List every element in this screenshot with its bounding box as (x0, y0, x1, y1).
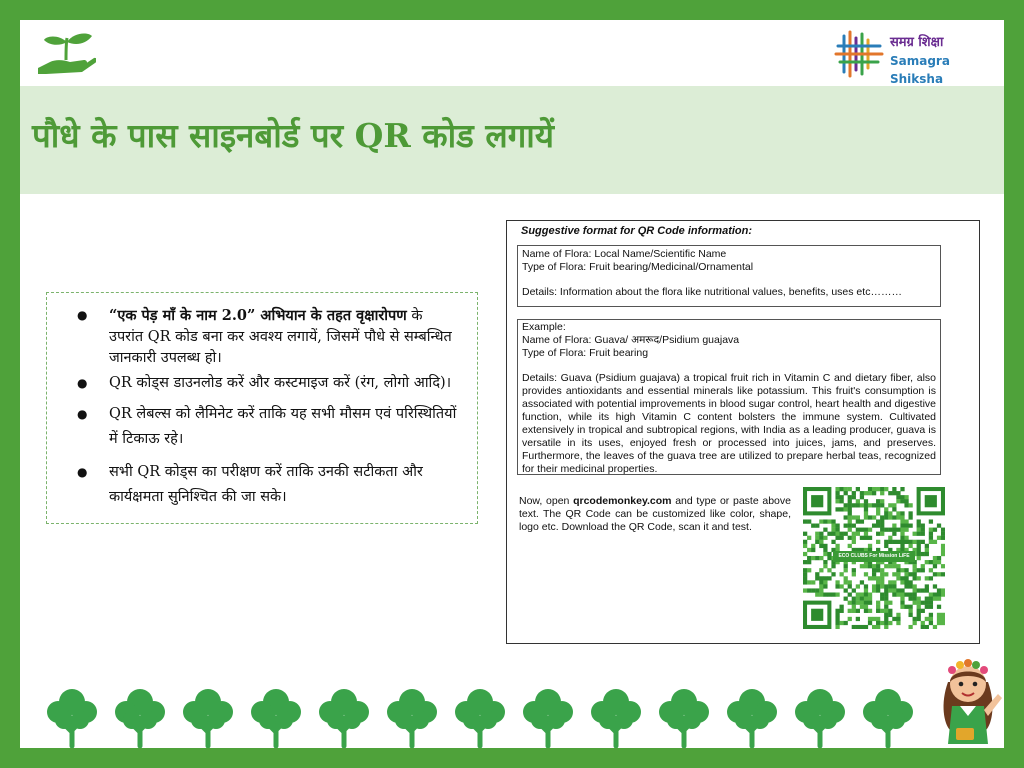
qr-site-link[interactable]: qrcodemonkey.com (573, 495, 672, 507)
qr-instructions-pre: Now, open (519, 495, 574, 507)
qr-instructions (519, 495, 791, 534)
page-title: पौधे के पास साइनबोर्ड पर QR कोड लगायें (32, 116, 554, 155)
example-details: Details: Guava (Psidium guajava) a tropical fruit rich in Vitamin C and dietary fiber, also provides antioxidants and essential minerals like potassium. This fruit's consumption is associated with potential improvements in blood sugar control, heart health and digestive function, while its high Vitamin C content bolsters the immune system. Cultivated extensively in tropical and subtropical regions, with India as a leading producer, guava is versatile in its uses, enjoyed fresh or processed into juices, jams, and preserves. Furthermore, the leaves of the guava tree are utilized to prepare herbal teas, recognized for their medicinal properties. (522, 372, 936, 475)
example-label: Example: (522, 321, 566, 333)
tree-icon (455, 689, 505, 746)
example-box (517, 319, 941, 475)
qr-center-badge: ECO CLUBS For Mission LiFE (833, 551, 915, 562)
brand-hindi: समग्र शिक्षा (890, 35, 944, 50)
tree-icon (727, 689, 777, 746)
tree-icon (795, 689, 845, 746)
list-item-bold: “एक पेड़ माँ के नाम 2.0” अभियान के तहत वृक्षारोपण (109, 307, 407, 324)
samagra-shiksha-logo (834, 28, 994, 86)
tree-icon (863, 689, 913, 746)
format-box (517, 245, 941, 307)
samagra-shiksha-logo-mark (834, 28, 886, 80)
example-type: Type of Flora: Fruit bearing (522, 347, 649, 359)
qr-instructions-post: and type or paste above text. The QR Code can be customized like color, shape, logo etc. Download the QR Code, scan it and test. (519, 495, 791, 533)
tree-icon (387, 689, 437, 746)
list-item-text: के उपरांत QR कोड बना कर अवश्य लगायें, जिसमें पौधे से सम्बन्धित जानकारी उपलब्ध हो। (109, 308, 452, 366)
tree-icon (591, 689, 641, 746)
tree-icon (659, 689, 709, 746)
tree-icon (523, 689, 573, 746)
format-name: Name of Flora: Local Name/Scientific Name (522, 248, 727, 260)
tree-icon (183, 689, 233, 746)
tree-icon (319, 689, 369, 746)
instruction-list-box (46, 292, 478, 524)
format-type: Type of Flora: Fruit bearing/Medicinal/Ornamental (522, 261, 754, 273)
list-item: ● QR लेबल्स को लैमिनेट करें ताकि यह सभी मौसम एवं परिस्थितियों में टिकाऊ रहे। (77, 402, 461, 452)
title-band (20, 86, 1004, 194)
qr-panel-heading: Suggestive format for QR Code information: (521, 225, 753, 237)
qr-info-panel (506, 220, 980, 644)
qr-code-image (803, 487, 945, 629)
instruction-list (77, 305, 461, 510)
tree-row (46, 688, 926, 748)
girl-mascot (930, 654, 1006, 750)
tree-icon (251, 689, 301, 746)
list-item: ● QR कोड्स डाउनलोड करें और कस्टमाइज करें (रंग, लोगो आदि)। (77, 373, 461, 394)
tree-icon (115, 689, 165, 746)
list-item (77, 305, 461, 369)
brand-english: Samagra Shiksha (890, 54, 950, 86)
tree-icon (47, 689, 97, 746)
hand-plant-icon (36, 30, 96, 76)
example-name: Name of Flora: Guava/ अमरूद/Psidium guajava (522, 334, 740, 346)
format-details: Details: Information about the flora like nutritional values, benefits, uses etc……… (522, 286, 902, 298)
list-item: ● सभी QR कोड्स का परीक्षण करें ताकि उनकी सटीकता और कार्यक्षमता सुनिश्चित की जा सके। (77, 460, 461, 510)
